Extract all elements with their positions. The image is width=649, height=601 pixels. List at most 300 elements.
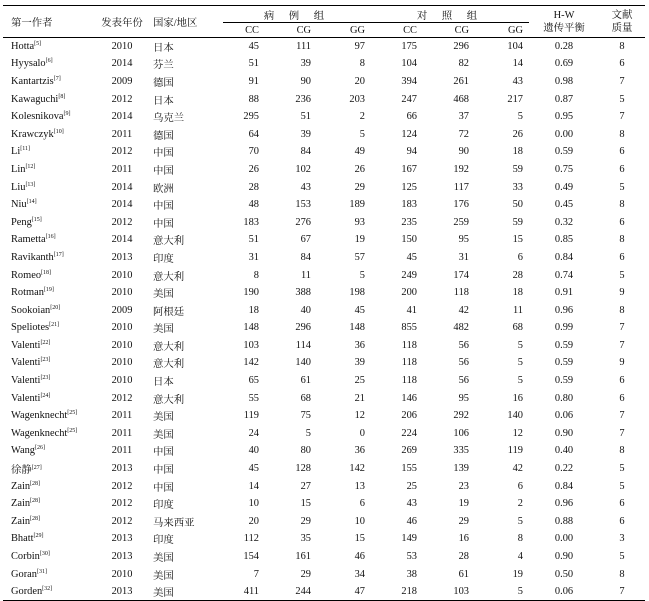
country-cell: 意大利 bbox=[153, 236, 185, 248]
reference-marker: [22] bbox=[40, 339, 51, 346]
reference-marker: [10] bbox=[53, 128, 64, 135]
control-cc-cell: 200 bbox=[401, 287, 417, 299]
author-name: Rametta bbox=[11, 234, 46, 246]
header-quality bbox=[599, 6, 645, 38]
year-cell: 2010 bbox=[111, 322, 133, 334]
control-cc-cell: 167 bbox=[401, 163, 417, 175]
case-cg-cell: 236 bbox=[295, 93, 311, 105]
hw-cell: 0.90 bbox=[554, 551, 574, 563]
quality-cell: 6 bbox=[619, 163, 625, 175]
reference-marker: [23] bbox=[40, 375, 51, 382]
author-cell bbox=[3, 301, 91, 319]
case-cc-cell: 112 bbox=[243, 533, 259, 545]
author-name: Krawczyk bbox=[11, 128, 54, 140]
case-cc-cell: 10 bbox=[248, 498, 259, 510]
quality-cell: 6 bbox=[619, 515, 625, 527]
control-cc-cell: 118 bbox=[401, 339, 417, 351]
case-gg-cell: 36 bbox=[354, 445, 365, 457]
control-cc-cell: 38 bbox=[406, 568, 417, 580]
control-gg-cell: 119 bbox=[507, 445, 523, 457]
country-cell: 中国 bbox=[153, 465, 174, 477]
control-cg-cell: 259 bbox=[453, 216, 469, 228]
hw-cell: 0.00 bbox=[554, 533, 574, 545]
case-cg-cell: 29 bbox=[300, 568, 311, 580]
case-cc-cell: 88 bbox=[248, 93, 259, 105]
hw-cell: 0.88 bbox=[554, 515, 574, 527]
country-cell: 日本 bbox=[153, 43, 174, 55]
case-gg-cell: 19 bbox=[354, 234, 365, 246]
author-name: Peng bbox=[11, 216, 32, 228]
year-cell: 2014 bbox=[111, 181, 133, 193]
case-cc-cell: 26 bbox=[248, 163, 259, 175]
case-cc-cell: 8 bbox=[253, 269, 259, 281]
hw-cell: 0.40 bbox=[554, 445, 574, 457]
country-cell: 乌克兰 bbox=[153, 113, 185, 125]
control-cg-cell: 90 bbox=[458, 146, 469, 158]
case-gg-cell: 2 bbox=[359, 111, 365, 123]
control-cg-cell: 176 bbox=[453, 199, 469, 211]
case-cg-cell: 128 bbox=[295, 463, 311, 475]
author-cell bbox=[3, 460, 91, 478]
control-cc-cell: 46 bbox=[406, 515, 417, 527]
control-cc-cell: 41 bbox=[406, 304, 417, 316]
hw-cell: 0.59 bbox=[554, 146, 574, 158]
reference-marker: [14] bbox=[26, 199, 37, 206]
author-cell bbox=[3, 513, 91, 531]
quality-cell: 8 bbox=[619, 128, 625, 140]
country-cell: 美国 bbox=[153, 412, 174, 424]
reference-marker: [31] bbox=[36, 568, 47, 575]
author-name: Wagenknecht bbox=[11, 427, 68, 439]
year-cell: 2011 bbox=[111, 410, 133, 422]
control-cg-cell: 31 bbox=[458, 251, 469, 263]
control-cg-cell: 296 bbox=[453, 41, 469, 53]
year-cell: 2010 bbox=[111, 568, 133, 580]
control-cg-cell: 174 bbox=[453, 269, 469, 281]
control-gg-cell: 6 bbox=[517, 480, 523, 492]
reference-marker: [23] bbox=[40, 357, 51, 364]
quality-cell: 3 bbox=[619, 533, 625, 545]
quality-cell: 7 bbox=[619, 339, 625, 351]
author-name: Kawaguchi bbox=[11, 93, 59, 105]
control-cg-cell: 468 bbox=[453, 93, 469, 105]
year-cell: 2010 bbox=[111, 339, 133, 351]
control-gg-cell: 6 bbox=[517, 251, 523, 263]
control-cc-cell: 94 bbox=[406, 146, 417, 158]
hw-cell: 0.50 bbox=[554, 568, 574, 580]
quality-cell: 6 bbox=[619, 251, 625, 263]
case-cc-cell: 65 bbox=[248, 375, 259, 387]
author-name: Gorden bbox=[11, 585, 43, 597]
control-cc-cell: 124 bbox=[401, 128, 417, 140]
control-gg-cell: 104 bbox=[507, 41, 523, 53]
case-gg-cell: 29 bbox=[354, 181, 365, 193]
case-cg-cell: 39 bbox=[300, 58, 311, 70]
table-row bbox=[3, 389, 645, 407]
case-cc-cell: 45 bbox=[248, 463, 259, 475]
control-gg-cell: 11 bbox=[512, 304, 523, 316]
quality-cell: 7 bbox=[619, 111, 625, 123]
author-name: Bhatt bbox=[11, 533, 34, 545]
hw-cell: 0.99 bbox=[554, 322, 574, 334]
quality-cell: 8 bbox=[619, 199, 625, 211]
control-cg-cell: 28 bbox=[458, 551, 469, 563]
case-gg-cell: 5 bbox=[359, 269, 365, 281]
reference-marker: [28] bbox=[30, 480, 41, 487]
study-table-container bbox=[3, 5, 645, 601]
author-cell bbox=[3, 407, 91, 425]
control-gg-cell: 42 bbox=[512, 463, 523, 475]
author-name: Speliotes bbox=[11, 322, 50, 334]
table-row bbox=[3, 565, 645, 583]
case-cc-cell: 142 bbox=[243, 357, 259, 369]
control-cc-cell: 394 bbox=[401, 75, 417, 87]
reference-marker: [18] bbox=[41, 269, 52, 276]
case-cg-cell: 29 bbox=[300, 515, 311, 527]
reference-marker: [8] bbox=[58, 93, 66, 100]
reference-marker: [32] bbox=[42, 585, 53, 592]
country-cell: 意大利 bbox=[153, 341, 185, 353]
case-gg-cell: 21 bbox=[354, 392, 365, 404]
country-cell: 美国 bbox=[153, 289, 174, 301]
case-cg-cell: 5 bbox=[305, 427, 311, 439]
control-gg-cell: 15 bbox=[512, 234, 523, 246]
table-header bbox=[3, 6, 645, 38]
quality-cell: 7 bbox=[599, 583, 645, 601]
case-gg-cell: 0 bbox=[359, 427, 365, 439]
author-name: Hotta bbox=[11, 41, 35, 53]
author-cell bbox=[3, 548, 91, 566]
control-gg-cell: 19 bbox=[512, 568, 523, 580]
country-cell: 美国 bbox=[153, 583, 223, 601]
control-cg-cell: 95 bbox=[458, 234, 469, 246]
author-name: Liu bbox=[11, 181, 26, 193]
author-cell bbox=[3, 319, 91, 337]
hw-cell: 0.95 bbox=[554, 111, 574, 123]
case-cg-cell: 276 bbox=[295, 216, 311, 228]
case-cc-cell: 91 bbox=[248, 75, 259, 87]
case-cg-cell: 90 bbox=[300, 75, 311, 87]
year-cell: 2010 bbox=[111, 375, 133, 387]
year-cell: 2010 bbox=[111, 287, 133, 299]
case-gg-cell: 203 bbox=[349, 93, 365, 105]
author-cell bbox=[3, 143, 91, 161]
reference-marker: [29] bbox=[33, 533, 44, 540]
quality-cell: 6 bbox=[619, 375, 625, 387]
year-cell: 2013 bbox=[111, 251, 133, 263]
country-cell: 意大利 bbox=[153, 271, 185, 283]
case-cc-cell: 31 bbox=[248, 251, 259, 263]
case-gg-cell: 46 bbox=[354, 551, 365, 563]
case-gg-cell: 39 bbox=[354, 357, 365, 369]
quality-cell: 7 bbox=[619, 322, 625, 334]
country-cell: 中国 bbox=[153, 218, 174, 230]
author-cell bbox=[3, 372, 91, 390]
country-cell: 印度 bbox=[153, 535, 174, 547]
year-cell: 2012 bbox=[111, 392, 133, 404]
country-cell: 德国 bbox=[153, 130, 174, 142]
author-name: Kantartzis bbox=[11, 75, 54, 87]
control-cg-cell: 118 bbox=[453, 287, 469, 299]
control-cg-cell: 23 bbox=[458, 480, 469, 492]
table-row bbox=[3, 460, 645, 478]
author-cell bbox=[3, 90, 91, 108]
case-gg-cell: 47 bbox=[317, 583, 371, 601]
case-cg-cell: 68 bbox=[300, 392, 311, 404]
reference-marker: [15] bbox=[31, 216, 42, 223]
hw-cell: 0.80 bbox=[554, 392, 574, 404]
control-cg-cell: 56 bbox=[458, 357, 469, 369]
case-gg-cell: 12 bbox=[354, 410, 365, 422]
author-cell bbox=[3, 38, 91, 56]
case-cg-cell: 84 bbox=[300, 146, 311, 158]
case-cg-cell: 15 bbox=[300, 498, 311, 510]
case-cg-cell: 153 bbox=[295, 199, 311, 211]
author-cell bbox=[3, 477, 91, 495]
table-body bbox=[3, 38, 645, 601]
control-cc-cell: 247 bbox=[401, 93, 417, 105]
control-cc-cell: 183 bbox=[401, 199, 417, 211]
quality-cell: 8 bbox=[619, 234, 625, 246]
author-name: Valenti bbox=[11, 392, 41, 404]
author-name: Hyysalo bbox=[11, 58, 46, 70]
control-gg-cell: 18 bbox=[512, 146, 523, 158]
year-cell: 2012 bbox=[111, 93, 133, 105]
control-gg-cell: 43 bbox=[512, 75, 523, 87]
year-cell: 2014 bbox=[111, 111, 133, 123]
control-gg-cell: 18 bbox=[512, 287, 523, 299]
control-cc-cell: 53 bbox=[406, 551, 417, 563]
case-gg-cell: 57 bbox=[354, 251, 365, 263]
case-cc-cell: 7 bbox=[253, 568, 259, 580]
case-gg-cell: 36 bbox=[354, 339, 365, 351]
author-name: Zain bbox=[11, 480, 31, 492]
control-cg-cell: 82 bbox=[458, 58, 469, 70]
hw-cell: 0.90 bbox=[554, 427, 574, 439]
author-cell bbox=[3, 495, 91, 513]
country-cell: 日本 bbox=[153, 377, 174, 389]
table-row bbox=[3, 337, 645, 355]
case-cc-cell: 20 bbox=[248, 515, 259, 527]
author-cell bbox=[3, 108, 91, 126]
control-gg-cell: 8 bbox=[517, 533, 523, 545]
control-cc-cell: 45 bbox=[406, 251, 417, 263]
quality-cell: 6 bbox=[619, 58, 625, 70]
header-hw-equilibrium bbox=[529, 6, 599, 38]
control-cg-cell: 37 bbox=[458, 111, 469, 123]
case-cg-cell: 102 bbox=[295, 163, 311, 175]
hw-cell: 0.49 bbox=[554, 181, 574, 193]
case-cc-cell: 24 bbox=[248, 427, 259, 439]
author-cell bbox=[3, 354, 91, 372]
country-cell: 德国 bbox=[153, 77, 174, 89]
case-cc-cell: 119 bbox=[243, 410, 259, 422]
control-cc-cell: 269 bbox=[401, 445, 417, 457]
header-ctrl-cc: CC bbox=[371, 23, 423, 38]
case-cg-cell: 75 bbox=[300, 410, 311, 422]
quality-cell: 5 bbox=[619, 480, 625, 492]
reference-marker: [28] bbox=[30, 498, 41, 505]
study-characteristics-table bbox=[3, 5, 645, 601]
hw-cell: 0.06 bbox=[554, 410, 574, 422]
case-cg-cell: 114 bbox=[295, 339, 311, 351]
quality-cell: 5 bbox=[619, 181, 625, 193]
control-gg-cell: 68 bbox=[512, 322, 523, 334]
reference-marker: [6] bbox=[45, 58, 53, 65]
control-cc-cell: 66 bbox=[406, 111, 417, 123]
year-cell: 2014 bbox=[111, 199, 133, 211]
hw-cell: 0.59 bbox=[554, 357, 574, 369]
case-cg-cell: 40 bbox=[300, 304, 311, 316]
table-row bbox=[3, 284, 645, 302]
case-gg-cell: 5 bbox=[359, 128, 365, 140]
control-gg-cell: 12 bbox=[512, 427, 523, 439]
year-cell: 2013 bbox=[111, 551, 133, 563]
control-gg-cell: 59 bbox=[512, 216, 523, 228]
table-row bbox=[3, 108, 645, 126]
table-row bbox=[3, 407, 645, 425]
control-gg-cell: 140 bbox=[507, 410, 523, 422]
case-gg-cell: 25 bbox=[354, 375, 365, 387]
hw-cell: 0.96 bbox=[554, 498, 574, 510]
year-cell: 2012 bbox=[111, 515, 133, 527]
control-cg-cell: 192 bbox=[453, 163, 469, 175]
author-name: Ravikanth bbox=[11, 251, 54, 263]
header-hw-line1: H-W bbox=[553, 9, 575, 21]
header-quality-line2: 质量 bbox=[611, 22, 633, 34]
table-row bbox=[3, 372, 645, 390]
hw-cell: 0.22 bbox=[554, 463, 574, 475]
case-cc-cell: 40 bbox=[248, 445, 259, 457]
case-gg-cell: 189 bbox=[349, 199, 365, 211]
control-cg-cell: 292 bbox=[453, 410, 469, 422]
country-cell: 意大利 bbox=[153, 394, 185, 406]
hw-cell: 0.91 bbox=[554, 287, 574, 299]
hw-cell: 0.45 bbox=[554, 199, 574, 211]
author-cell bbox=[3, 73, 91, 91]
author-name: Wagenknecht bbox=[11, 410, 68, 422]
reference-marker: [25] bbox=[67, 427, 78, 434]
control-cg-cell: 482 bbox=[453, 322, 469, 334]
case-cc-cell: 183 bbox=[243, 216, 259, 228]
quality-cell: 8 bbox=[619, 304, 625, 316]
case-cg-cell: 11 bbox=[300, 269, 311, 281]
country-cell: 中国 bbox=[153, 165, 174, 177]
reference-marker: [13] bbox=[25, 181, 36, 188]
control-cc-cell: 249 bbox=[401, 269, 417, 281]
table-row bbox=[3, 249, 645, 267]
table-row bbox=[3, 196, 645, 214]
case-cg-cell: 140 bbox=[295, 357, 311, 369]
case-gg-cell: 8 bbox=[359, 58, 365, 70]
reference-marker: [20] bbox=[50, 304, 61, 311]
author-name: Wang bbox=[11, 445, 35, 457]
control-gg-cell: 5 bbox=[517, 515, 523, 527]
control-cc-cell: 235 bbox=[401, 216, 417, 228]
control-cc-cell: 25 bbox=[406, 480, 417, 492]
header-country: 国家/地区 bbox=[153, 6, 223, 38]
quality-cell: 9 bbox=[619, 357, 625, 369]
case-gg-cell: 45 bbox=[354, 304, 365, 316]
table-row bbox=[3, 161, 645, 179]
control-gg-cell: 5 bbox=[517, 111, 523, 123]
year-cell: 2013 bbox=[111, 533, 133, 545]
control-cg-cell: 61 bbox=[458, 568, 469, 580]
country-cell: 美国 bbox=[153, 429, 174, 441]
control-cc-cell: 118 bbox=[401, 357, 417, 369]
control-cg-cell: 106 bbox=[453, 427, 469, 439]
hw-cell: 0.75 bbox=[554, 163, 574, 175]
control-cc-cell: 206 bbox=[401, 410, 417, 422]
table-row bbox=[3, 583, 645, 601]
case-cc-cell: 55 bbox=[248, 392, 259, 404]
hw-cell: 0.28 bbox=[554, 41, 574, 53]
case-cg-cell: 39 bbox=[300, 128, 311, 140]
country-cell: 中国 bbox=[153, 201, 174, 213]
control-gg-cell: 2 bbox=[517, 498, 523, 510]
case-cg-cell: 61 bbox=[300, 375, 311, 387]
year-cell: 2013 bbox=[111, 463, 133, 475]
country-cell: 印度 bbox=[153, 253, 174, 265]
control-cc-cell: 118 bbox=[401, 375, 417, 387]
control-cg-cell: 261 bbox=[453, 75, 469, 87]
author-name: Sookoian bbox=[11, 304, 51, 316]
year-cell: 2011 bbox=[111, 445, 133, 457]
quality-cell: 6 bbox=[619, 498, 625, 510]
year-cell: 2010 bbox=[111, 41, 133, 53]
reference-marker: [27] bbox=[31, 465, 42, 472]
quality-cell: 9 bbox=[619, 287, 625, 299]
author-cell bbox=[3, 266, 91, 284]
hw-cell: 0.96 bbox=[554, 304, 574, 316]
reference-marker: [9] bbox=[63, 111, 71, 118]
author-name: Valenti bbox=[11, 339, 41, 351]
author-cell bbox=[3, 425, 91, 443]
case-gg-cell: 6 bbox=[359, 498, 365, 510]
case-gg-cell: 49 bbox=[354, 146, 365, 158]
case-cc-cell: 103 bbox=[243, 339, 259, 351]
country-cell: 芬兰 bbox=[153, 60, 174, 72]
quality-cell: 8 bbox=[619, 41, 625, 53]
control-cc-cell: 224 bbox=[401, 427, 417, 439]
control-gg-cell: 4 bbox=[517, 551, 523, 563]
hw-cell: 0.00 bbox=[554, 128, 574, 140]
case-gg-cell: 148 bbox=[349, 322, 365, 334]
case-cg-cell: 296 bbox=[295, 322, 311, 334]
table-row bbox=[3, 178, 645, 196]
author-cell bbox=[3, 337, 91, 355]
case-cg-cell: 388 bbox=[295, 287, 311, 299]
hw-cell: 0.98 bbox=[554, 75, 574, 87]
case-gg-cell: 13 bbox=[354, 480, 365, 492]
header-ctrl-gg: GG bbox=[475, 23, 529, 38]
control-cg-cell: 56 bbox=[458, 375, 469, 387]
author-name: Valenti bbox=[11, 375, 41, 387]
case-gg-cell: 20 bbox=[354, 75, 365, 87]
hw-cell: 0.32 bbox=[554, 216, 574, 228]
quality-cell: 6 bbox=[619, 216, 625, 228]
country-cell: 意大利 bbox=[153, 359, 185, 371]
table-row bbox=[3, 231, 645, 249]
case-cc-cell: 411 bbox=[223, 583, 265, 601]
case-cg-cell: 27 bbox=[300, 480, 311, 492]
reference-marker: [25] bbox=[67, 410, 78, 417]
control-cg-cell: 56 bbox=[458, 339, 469, 351]
control-cc-cell: 218 bbox=[371, 583, 423, 601]
year-cell: 2014 bbox=[111, 234, 133, 246]
case-cg-cell: 51 bbox=[300, 111, 311, 123]
reference-marker: [26] bbox=[34, 445, 45, 452]
